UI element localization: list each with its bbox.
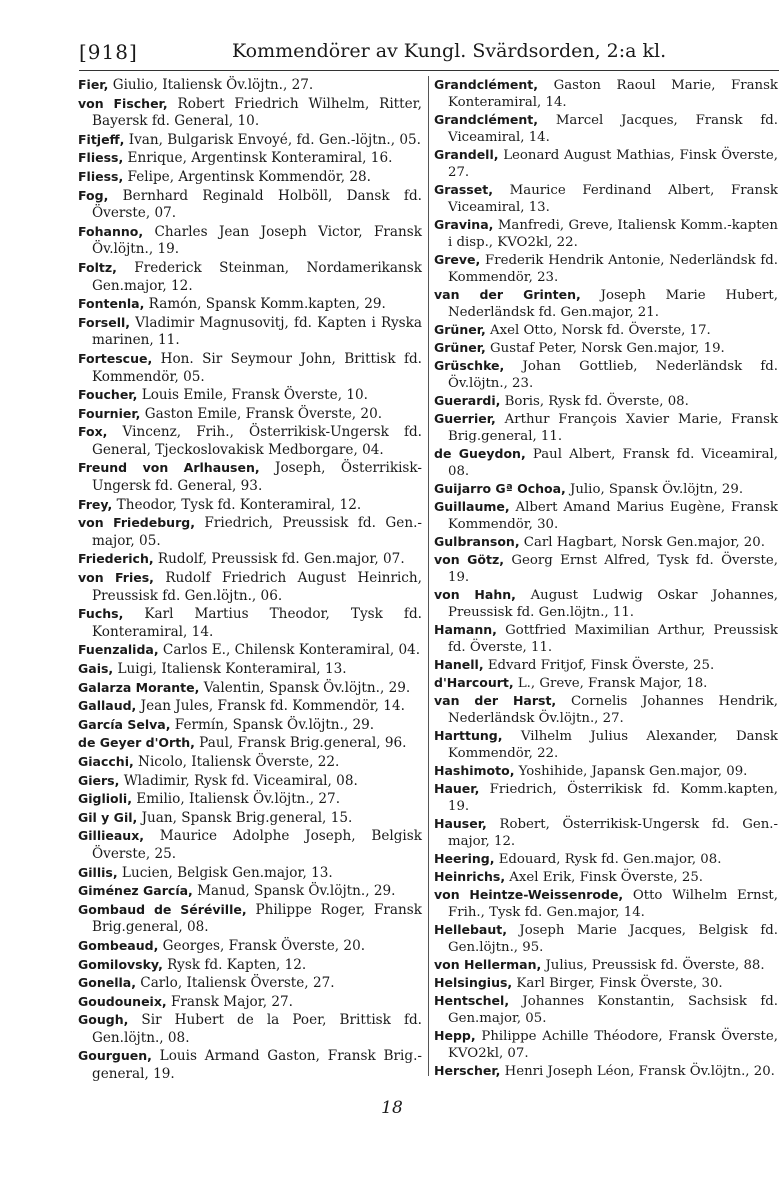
entry-details: Julius, Preussisk fd. Överste, 88. (541, 958, 765, 973)
entry-details: Friedrich, Preussisk fd. Gen.-major, 05. (92, 515, 422, 549)
list-item (434, 251, 778, 286)
entry-details: Georg Ernst Alfred, Tysk fd. Överste, 19. (448, 553, 778, 585)
list-item (78, 753, 422, 772)
list-item (434, 921, 778, 956)
list-item (78, 569, 422, 605)
list-item (434, 1062, 778, 1080)
entry-details: Julio, Spansk Öv.löjtn, 29. (565, 482, 744, 497)
entry-name: Hauser, (434, 816, 487, 831)
entry-details: Axel Otto, Norsk fd. Överste, 17. (485, 323, 711, 338)
entry-details: Fermín, Spansk Öv.löjtn., 29. (170, 716, 375, 733)
entry-name: Hepp, (434, 1028, 476, 1043)
entry-name: Gough, (78, 1012, 129, 1028)
list-item (78, 660, 422, 679)
page-folio: 18 (381, 1098, 403, 1118)
entry-details: Karl Martius Theodor, Tysk fd. Konteramiral, 14. (92, 606, 422, 640)
list-item (78, 734, 422, 753)
entry-name: García Selva, (78, 716, 171, 732)
entry-details: Philippe Achille Théodore, Fransk Överste, KVO2kl, 07. (448, 1029, 778, 1061)
list-item (434, 586, 778, 621)
list-item (434, 76, 778, 111)
entry-details: Charles Jean Joseph Victor, Fransk Öv.löjtn., 19. (92, 223, 422, 258)
entry-name: Galarza Morante, (78, 679, 200, 695)
entry-name: Gombeaud, (78, 937, 159, 953)
entry-details: Bernhard Reginald Holböll, Dansk fd. Överste, 07. (92, 187, 422, 222)
entry-name: van der Grinten, (434, 287, 581, 302)
entry-name: Grüner, (434, 340, 486, 355)
entry-details: Carlo, Italiensk Överste, 27. (135, 975, 335, 992)
entry-name: de Geyer d'Orth, (78, 735, 195, 751)
entry-name: Frey, (78, 496, 113, 512)
entry-name: Gais, (78, 661, 114, 676)
entry-details: Robert Friedrich Wilhelm, Ritter, Bayersk fd. General, 10. (92, 95, 422, 130)
entry-details: Manfredi, Greve, Italiensk Komm.-kapten i disp., KVO2kl, 22. (448, 218, 778, 250)
entry-details: Leonard August Mathias, Finsk Överste, 27. (448, 148, 778, 180)
list-item (434, 656, 778, 674)
entry-name: Giménez García, (78, 883, 193, 899)
list-item (434, 992, 778, 1027)
entry-name: von Götz, (434, 552, 504, 567)
entry-name: Hellebaut, (434, 922, 507, 937)
entry-name: Fitjeff, (78, 131, 125, 147)
entry-details: Vilhelm Julius Alexander, Dansk Kommendör, 22. (448, 729, 778, 761)
list-item (434, 886, 778, 921)
entry-name: Guillaume, (434, 499, 510, 514)
entry-name: Gallaud, (78, 698, 137, 714)
list-item (78, 550, 422, 569)
entry-name: Freund von Arlhausen, (78, 460, 260, 476)
entry-details: Nicolo, Italiensk Överste, 22. (133, 753, 340, 770)
entry-details: L., Greve, Fransk Major, 18. (513, 676, 708, 691)
entry-details: Friedrich, Österrikisk fd. Komm.kapten, 19. (448, 782, 778, 814)
entry-name: Grandell, (434, 147, 499, 162)
entry-details: Vincenz, Frih., Österrikisk-Ungersk fd. General, Tjeckoslovakisk Medborgare, 04. (92, 424, 422, 458)
entry-details: Cornelis Johannes Hendrik, Nederländsk Öv.löjtn., 27. (448, 694, 778, 726)
list-item (78, 716, 422, 735)
entry-details: August Ludwig Oskar Johannes, Preussisk fd. Gen.löjtn., 11. (448, 588, 778, 620)
list-item (78, 679, 422, 698)
list-item (78, 901, 422, 937)
entry-details: Robert, Österrikisk-Ungersk fd. Gen.-major, 12. (448, 817, 778, 849)
list-item (78, 1047, 422, 1083)
entry-details: Vladimir Magnusovitj, fd. Kapten i Ryska marinen, 11. (92, 314, 422, 349)
list-item (434, 674, 778, 692)
entry-details: Boris, Rysk fd. Överste, 08. (500, 394, 689, 409)
list-item (434, 498, 778, 533)
entry-details: Johan Gottlieb, Nederländsk fd. Öv.löjtn., 23. (448, 359, 778, 391)
entry-details: Joseph Marie Hubert, Nederländsk fd. Gen.major, 21. (448, 288, 778, 320)
list-item (78, 605, 422, 641)
entry-details: Maurice Adolphe Joseph, Belgisk Överste, 25. (92, 828, 422, 862)
list-item (78, 772, 422, 791)
entry-details: Edvard Fritjof, Finsk Överste, 25. (483, 658, 715, 673)
list-item (434, 850, 778, 868)
entry-name: Grasset, (434, 182, 493, 197)
entry-name: d'Harcourt, (434, 675, 514, 690)
entry-name: Giers, (78, 772, 120, 788)
list-item (434, 956, 778, 974)
list-item (434, 974, 778, 992)
entry-name: Fox, (78, 424, 108, 440)
list-item (434, 286, 778, 321)
entry-details: Edouard, Rysk fd. Gen.major, 08. (494, 852, 722, 867)
entry-name: Heering, (434, 851, 495, 866)
right-column (434, 76, 778, 1080)
entry-name: Foltz, (78, 259, 117, 275)
entry-details: Albert Amand Marius Eugène, Fransk Kommendör, 30. (448, 500, 778, 532)
list-item (78, 514, 422, 550)
list-item (78, 882, 422, 901)
entry-name: Greve, (434, 252, 481, 267)
entry-details: Paul, Fransk Brig.general, 96. (194, 735, 407, 752)
entry-name: Gombaud de Séréville, (78, 901, 247, 917)
list-item (434, 1027, 778, 1062)
entry-details: Karl Birger, Finsk Överste, 30. (512, 976, 723, 991)
entry-name: Herscher, (434, 1063, 501, 1078)
entry-details: Giulio, Italiensk Öv.löjtn., 27. (108, 77, 314, 93)
entry-details: Henri Joseph Léon, Fransk Öv.löjtn., 20. (500, 1064, 775, 1079)
entry-details: Georges, Fransk Överste, 20. (158, 937, 366, 954)
list-item (78, 974, 422, 993)
left-column (78, 76, 422, 1084)
list-item (434, 868, 778, 886)
entry-name: Hauer, (434, 781, 480, 796)
entry-name: von Fries, (78, 570, 154, 586)
entry-details: Joseph, Österrikisk-Ungersk fd. General, 93. (92, 460, 422, 495)
entry-name: Guijarro Gª Ochoa, (434, 481, 566, 496)
entry-details: Gustaf Peter, Norsk Gen.major, 19. (485, 341, 725, 356)
list-item (434, 480, 778, 498)
list-item (78, 131, 422, 150)
list-item (78, 423, 422, 459)
entry-details: Manud, Spansk Öv.löjtn., 29. (192, 883, 396, 900)
entry-details: Ivan, Bulgarisk Envoyé, fd. Gen.-löjtn., 05. (124, 131, 421, 148)
entry-details: Paul Albert, Fransk fd. Viceamiral, 08. (448, 447, 779, 479)
entry-name: Gravina, (434, 217, 494, 232)
entry-name: Fog, (78, 187, 109, 203)
entry-details: Rysk fd. Kapten, 12. (162, 956, 307, 973)
entry-details: Joseph Marie Jacques, Belgisk fd. Gen.löjtn., 95. (448, 923, 778, 955)
entry-details: Theodor, Tysk fd. Konteramiral, 12. (112, 496, 362, 513)
entry-details: Luigi, Italiensk Konteramiral, 13. (113, 661, 347, 677)
list-item (434, 533, 778, 551)
entry-name: Hashimoto, (434, 763, 515, 778)
list-item (78, 149, 422, 168)
entry-name: Gillis, (78, 864, 118, 880)
entry-name: Gillieaux, (78, 828, 145, 844)
list-item (434, 762, 778, 780)
entry-details: Jean Jules, Fransk fd. Kommendör, 14. (136, 698, 405, 715)
entry-name: Hamann, (434, 622, 497, 637)
list-item (78, 937, 422, 956)
entry-details: Axel Erik, Finsk Överste, 25. (505, 870, 704, 885)
entry-details: Rudolf Friedrich August Heinrich, Preussisk fd. Gen.löjtn., 06. (92, 570, 422, 604)
list-item (434, 551, 778, 586)
entry-name: Hanell, (434, 657, 484, 672)
list-item (78, 956, 422, 975)
entry-details: Louis Emile, Fransk Överste, 10. (137, 387, 368, 404)
entry-name: Fohanno, (78, 223, 144, 239)
entry-name: Foucher, (78, 387, 138, 403)
column-divider (428, 76, 429, 1076)
list-item (434, 692, 778, 727)
list-item (78, 993, 422, 1012)
entry-name: Fliess, (78, 150, 124, 166)
list-item (78, 405, 422, 424)
entry-name: Hentschel, (434, 993, 510, 1008)
entry-name: Friederich, (78, 551, 154, 567)
list-item (78, 496, 422, 515)
list-item (78, 641, 422, 660)
list-item (78, 295, 422, 314)
entry-name: von Hahn, (434, 587, 516, 602)
entry-name: von Friedeburg, (78, 515, 195, 531)
entry-details: Philippe Roger, Fransk Brig.general, 08. (92, 901, 422, 936)
entry-name: de Gueydon, (434, 446, 526, 461)
page-number: [918] (79, 40, 138, 64)
entry-name: Gourguen, (78, 1048, 152, 1064)
entry-name: Helsingius, (434, 975, 513, 990)
entry-name: Gonella, (78, 975, 136, 991)
list-item (78, 187, 422, 223)
entry-details: Enrique, Argentinsk Konteramiral, 16. (123, 150, 393, 167)
entry-details: Yoshihide, Japansk Gen.major, 09. (514, 764, 748, 779)
entry-name: Gil y Gil, (78, 809, 138, 825)
list-item (78, 386, 422, 405)
entry-details: Valentin, Spansk Öv.löjtn., 29. (199, 679, 411, 696)
list-item (434, 181, 778, 216)
entry-name: Grandclément, (434, 77, 539, 92)
list-item (434, 339, 778, 357)
list-item (434, 357, 778, 392)
list-item (78, 76, 422, 95)
list-item (78, 350, 422, 386)
list-item (434, 727, 778, 762)
entry-name: Grandclément, (434, 112, 539, 127)
entry-details: Lucien, Belgisk Gen.major, 13. (117, 864, 333, 881)
list-item (434, 445, 778, 480)
list-item (434, 111, 778, 146)
entry-details: Juan, Spansk Brig.general, 15. (137, 809, 353, 826)
entry-details: Felipe, Argentinsk Kommendör, 28. (123, 168, 371, 185)
entry-details: Sir Hubert de la Poer, Brittisk fd. Gen.löjtn., 08. (92, 1012, 422, 1046)
entry-name: Fortescue, (78, 350, 153, 366)
entry-name: Fontenla, (78, 296, 145, 312)
entry-details: Gottfried Maximilian Arthur, Preussisk fd. Överste, 11. (448, 623, 778, 655)
entry-name: Harttung, (434, 728, 503, 743)
list-item (434, 815, 778, 850)
entry-details: Maurice Ferdinand Albert, Fransk Viceamiral, 13. (448, 183, 778, 215)
list-item (78, 223, 422, 259)
entry-details: Fransk Major, 27. (166, 993, 293, 1010)
entry-details: Otto Wilhelm Ernst, Frih., Tysk fd. Gen.major, 14. (448, 888, 778, 920)
list-item (78, 168, 422, 187)
list-item (78, 790, 422, 809)
list-item (78, 259, 422, 295)
list-item (78, 314, 422, 350)
list-item (434, 780, 778, 815)
entry-details: Frederik Hendrik Antonie, Nederländsk fd. Kommendör, 23. (448, 253, 778, 285)
entry-name: von Heintze-Weissenrode, (434, 887, 624, 902)
list-item (434, 621, 778, 656)
entry-details: Johannes Konstantin, Sachsisk fd. Gen.major, 05. (448, 994, 778, 1026)
entry-name: Gomilovsky, (78, 956, 163, 972)
entry-name: Heinrichs, (434, 869, 506, 884)
list-item (78, 827, 422, 863)
entry-details: Ramón, Spansk Komm.kapten, 29. (144, 296, 386, 313)
entry-name: Forsell, (78, 314, 131, 330)
list-item (78, 697, 422, 716)
entry-details: Carlos E., Chilensk Konteramiral, 04. (158, 642, 421, 659)
list-item (78, 459, 422, 495)
list-item (434, 410, 778, 445)
list-item (434, 216, 778, 251)
entry-name: Giglioli, (78, 791, 132, 807)
list-item (434, 392, 778, 410)
entry-name: Guerrier, (434, 411, 496, 426)
list-item (78, 809, 422, 828)
entry-details: Frederick Steinman, Nordamerikansk Gen.major, 12. (92, 259, 422, 294)
entry-name: Gulbranson, (434, 534, 520, 549)
header-rule (79, 70, 779, 71)
entry-name: Fournier, (78, 405, 141, 421)
entry-name: Grüner, (434, 322, 486, 337)
entry-name: Giacchi, (78, 753, 134, 769)
entry-details: Hon. Sir Seymour John, Brittisk fd. Kommendör, 05. (92, 350, 422, 385)
entry-name: Goudouneix, (78, 993, 167, 1009)
entry-details: Carl Hagbart, Norsk Gen.major, 20. (519, 535, 765, 550)
list-item (78, 1011, 422, 1047)
entry-name: Fuenzalida, (78, 642, 159, 658)
entry-details: Gaston Emile, Fransk Överste, 20. (140, 405, 383, 422)
entry-details: Emilio, Italiensk Öv.löjtn., 27. (131, 791, 341, 808)
entry-name: Fliess, (78, 168, 124, 184)
entry-name: Grüschke, (434, 358, 505, 373)
entry-details: Louis Armand Gaston, Fransk Brig.-general, 19. (92, 1048, 422, 1083)
entry-name: von Hellerman, (434, 957, 542, 972)
entry-name: Fuchs, (78, 606, 124, 622)
list-item (78, 95, 422, 131)
list-item (78, 864, 422, 883)
entry-details: Rudolf, Preussisk fd. Gen.major, 07. (153, 551, 405, 568)
entry-name: Guerardi, (434, 393, 501, 408)
entry-name: Fier, (78, 77, 109, 92)
list-item (434, 321, 778, 339)
entry-details: Wladimir, Rysk fd. Viceamiral, 08. (119, 772, 358, 789)
entry-details: Marcel Jacques, Fransk fd. Viceamiral, 14. (448, 113, 778, 145)
running-title: Kommendörer av Kungl. Svärdsorden, 2:a kl. (232, 40, 667, 62)
entry-details: Gaston Raoul Marie, Fransk Konteramiral, 14. (448, 78, 778, 110)
list-item (434, 146, 778, 181)
entry-details: Arthur François Xavier Marie, Fransk Brig.general, 11. (448, 412, 778, 444)
entry-name: von Fischer, (78, 95, 168, 111)
entry-name: van der Harst, (434, 693, 557, 708)
